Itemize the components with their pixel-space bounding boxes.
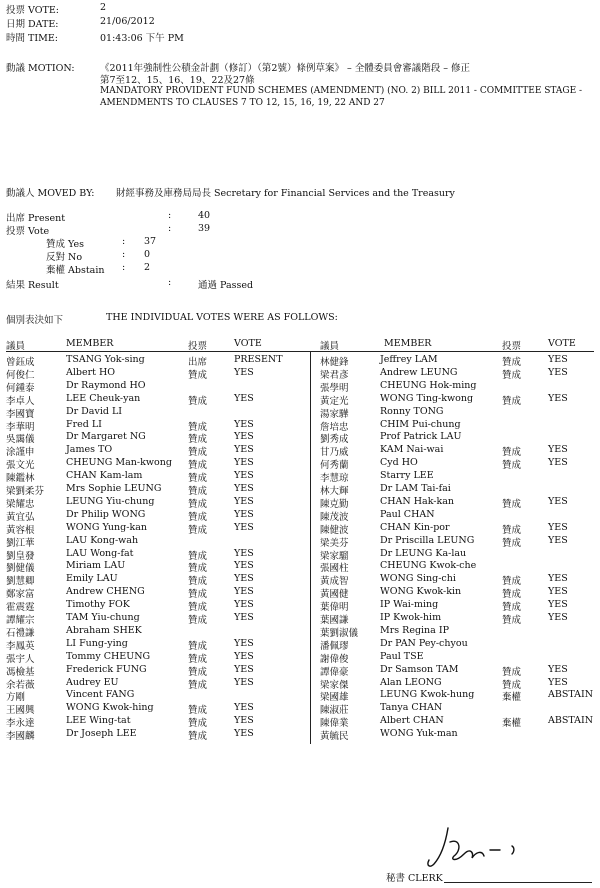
vote-chinese: 贊成 xyxy=(502,615,522,626)
member-chinese-name: 梁國雄 xyxy=(320,692,349,704)
time-value: 01:43:06 下午 PM xyxy=(100,33,184,44)
member-chinese-name: 譚耀宗 xyxy=(6,615,35,626)
table-row xyxy=(0,535,600,547)
no-count: 0 xyxy=(144,249,151,260)
member-name: TSANG Yok-sing xyxy=(66,354,145,365)
vote-chinese: 贊成 xyxy=(502,589,522,601)
member-name: LAU Kong-wah xyxy=(66,534,139,546)
vote-chinese: 棄權 xyxy=(502,692,522,704)
member-chinese-name: 陳健波 xyxy=(320,524,349,536)
member-name: Mrs Regina IP xyxy=(380,624,450,636)
table-row xyxy=(0,470,600,485)
table-row xyxy=(0,548,600,560)
member-name: WONG Kwok-kin xyxy=(380,586,462,598)
vote-value: ABSTAIN xyxy=(548,689,594,701)
vote-value: YES xyxy=(548,495,568,507)
vote-number: 2 xyxy=(100,2,107,13)
table-row xyxy=(0,728,600,743)
member-chinese-name: 鄭家富 xyxy=(6,589,35,601)
member-chinese-name: 梁劉柔芬 xyxy=(6,486,45,497)
table-row xyxy=(0,586,600,601)
moved-by-label: 動議人 MOVED BY: xyxy=(6,188,95,199)
member-name: Alan LEONG xyxy=(380,676,442,688)
vote-value: YES xyxy=(548,663,568,675)
member-name: Fred LI xyxy=(66,418,102,430)
vote-count-label: 投票 Vote xyxy=(6,226,50,237)
member-chinese-name: 石禮謙 xyxy=(6,627,35,639)
vote-chinese: 贊成 xyxy=(502,447,522,459)
member-chinese-name: 陳鑑林 xyxy=(6,473,35,485)
member-name: Audrey EU xyxy=(66,676,119,688)
col-member: MEMBER xyxy=(384,338,432,349)
vote-chinese: 贊成 xyxy=(502,460,522,472)
member-name: Ronny TONG xyxy=(380,405,444,417)
header-rule xyxy=(6,351,594,352)
table-row xyxy=(0,522,600,534)
member-chinese-name: 譚偉豪 xyxy=(320,666,349,678)
member-chinese-name: 黃容根 xyxy=(6,524,35,536)
vote-chinese: 贊成 xyxy=(502,395,522,407)
member-chinese-name: 吳靄儀 xyxy=(6,434,35,446)
table-row xyxy=(0,599,600,614)
member-chinese-name: 李華明 xyxy=(6,421,35,433)
member-chinese-name: 張學明 xyxy=(320,382,349,394)
member-chinese-name: 潘佩璆 xyxy=(320,640,349,652)
vote-value: YES xyxy=(234,366,254,378)
vote-value: YES xyxy=(234,573,254,585)
table-row xyxy=(0,444,600,459)
vote-value: YES xyxy=(234,702,254,714)
motion-title-en: MANDATORY PROVIDENT FUND SCHEMES (AMENDMENT) (NO. 2) BILL 2011 - COMMITTEE STAGE - xyxy=(100,86,583,96)
member-name: Emily LAU xyxy=(66,573,118,585)
colon: : xyxy=(168,210,172,221)
member-chinese-name: 劉慧卿 xyxy=(6,576,35,588)
member-name: CHEUNG Hok-ming xyxy=(380,379,477,391)
vote-value: YES xyxy=(234,470,254,482)
col-cn-name: 議員 xyxy=(6,341,26,352)
vote-chinese: 贊成 xyxy=(502,602,522,614)
vote-count: 39 xyxy=(198,223,211,234)
vote-chinese: 贊成 xyxy=(188,602,208,614)
member-chinese-name: 陳淑莊 xyxy=(320,705,349,717)
individual-label-cn: 個別表決如下 xyxy=(6,315,64,326)
colon: : xyxy=(122,236,126,247)
member-chinese-name: 梁美芬 xyxy=(320,537,349,549)
vote-value: YES xyxy=(234,431,254,443)
col-vote: VOTE xyxy=(234,338,262,349)
individual-label-en: THE INDIVIDUAL VOTES WERE AS FOLLOWS: xyxy=(106,312,338,323)
table-row xyxy=(0,651,600,663)
member-name: Vincent FANG xyxy=(66,689,135,701)
member-name: Andrew CHENG xyxy=(66,586,145,598)
vote-value: YES xyxy=(234,715,254,727)
member-chinese-name: 黃定光 xyxy=(320,395,349,407)
member-name: Abraham SHEK xyxy=(66,624,142,636)
clerk-signature xyxy=(420,820,560,875)
vote-value: YES xyxy=(548,676,568,688)
member-name: Miriam LAU xyxy=(66,560,126,572)
member-chinese-name: 何俊仁 xyxy=(6,369,35,381)
table-row xyxy=(0,677,600,689)
table-header xyxy=(0,338,600,350)
member-chinese-name: 張文光 xyxy=(6,460,35,472)
member-chinese-name: 黃國健 xyxy=(320,589,349,601)
member-name: IP Kwok-him xyxy=(380,612,442,623)
vote-chinese: 贊成 xyxy=(502,666,522,678)
yes-count: 37 xyxy=(144,236,157,247)
table-row xyxy=(0,367,600,379)
member-name: LI Fung-ying xyxy=(66,637,128,649)
vote-chinese: 贊成 xyxy=(188,524,208,536)
vote-chinese: 贊成 xyxy=(188,498,208,510)
member-name: Dr PAN Pey-chyou xyxy=(380,637,468,649)
member-name: Dr Samson TAM xyxy=(380,663,459,675)
member-chinese-name: 黃成智 xyxy=(320,576,349,588)
vote-value: YES xyxy=(234,650,254,662)
vote-chinese: 贊成 xyxy=(502,537,522,549)
member-chinese-name: 黃毓民 xyxy=(320,731,349,743)
member-name: WONG Kwok-hing xyxy=(66,702,154,714)
member-chinese-name: 曾鈺成 xyxy=(6,357,35,368)
vote-chinese: 贊成 xyxy=(188,395,208,407)
vote-chinese: 贊成 xyxy=(188,731,208,743)
member-name: Dr LAM Tai-fai xyxy=(380,483,451,494)
table-row xyxy=(0,702,600,717)
member-name: Paul TSE xyxy=(380,650,424,662)
time-label: 時間 TIME: xyxy=(6,33,58,44)
table-row xyxy=(0,664,600,676)
motion-clauses-cn: 第7至12、15、16、19、22及27條 xyxy=(100,75,255,86)
table-row xyxy=(0,496,600,508)
vote-chinese: 贊成 xyxy=(188,640,208,652)
member-name: Tanya CHAN xyxy=(380,702,443,714)
member-chinese-name: 余若薇 xyxy=(6,679,35,691)
vote-chinese: 贊成 xyxy=(188,615,208,626)
member-name: CHEUNG Man-kwong xyxy=(66,457,172,469)
member-chinese-name: 李國寶 xyxy=(6,408,35,420)
member-chinese-name: 方剛 xyxy=(6,692,26,704)
table-row xyxy=(0,612,600,624)
vote-value: YES xyxy=(548,521,568,533)
vote-value: YES xyxy=(234,547,254,559)
member-name: Andrew LEUNG xyxy=(380,366,458,378)
member-name: Frederick FUNG xyxy=(66,663,147,675)
table-row xyxy=(0,689,600,704)
col-vote: VOTE xyxy=(548,338,576,349)
vote-chinese: 贊成 xyxy=(502,524,522,536)
member-name: LEUNG Kwok-hung xyxy=(380,689,475,701)
vote-chinese: 棄權 xyxy=(502,718,522,730)
vote-chinese: 贊成 xyxy=(188,434,208,446)
member-name: Albert CHAN xyxy=(380,715,444,727)
table-row xyxy=(0,715,600,730)
member-name: TAM Yiu-chung xyxy=(66,612,140,623)
member-chinese-name: 梁家騮 xyxy=(320,550,349,562)
member-chinese-name: 劉健儀 xyxy=(6,563,35,575)
table-row xyxy=(0,457,600,472)
present-label: 出席 Present xyxy=(6,213,66,224)
col-member: MEMBER xyxy=(66,338,114,349)
member-name: CHIM Pui-chung xyxy=(380,418,461,430)
vote-chinese: 贊成 xyxy=(188,421,208,433)
present-count: 40 xyxy=(198,210,211,221)
vote-chinese: 贊成 xyxy=(188,666,208,678)
member-chinese-name: 梁耀忠 xyxy=(6,498,35,510)
colon: : xyxy=(122,249,126,260)
vote-value: YES xyxy=(234,612,254,623)
colon: : xyxy=(122,262,126,273)
vote-value: YES xyxy=(234,676,254,688)
vote-value: PRESENT xyxy=(234,354,283,365)
clerk-label: 秘書 CLERK xyxy=(386,873,443,884)
colon: : xyxy=(168,277,172,288)
vote-chinese: 贊成 xyxy=(188,589,208,601)
vote-chinese: 贊成 xyxy=(502,679,522,691)
member-chinese-name: 陳茂波 xyxy=(320,511,349,523)
member-chinese-name: 劉江華 xyxy=(6,537,35,549)
table-row xyxy=(0,380,600,392)
member-name: LEE Wing-tat xyxy=(66,715,131,727)
vote-chinese: 贊成 xyxy=(188,369,208,381)
table-row xyxy=(0,431,600,446)
col-cn-name: 議員 xyxy=(320,341,340,352)
member-chinese-name: 湯家驊 xyxy=(320,408,349,420)
member-chinese-name: 李鳳英 xyxy=(6,640,35,652)
member-name: CHAN Kin-por xyxy=(380,521,450,533)
table-row xyxy=(0,509,600,521)
col-vote-cn: 投票 xyxy=(502,341,522,352)
date-label: 日期 DATE: xyxy=(6,19,59,30)
table-row xyxy=(0,393,600,405)
vote-value: YES xyxy=(234,418,254,430)
member-chinese-name: 李國麟 xyxy=(6,731,35,743)
member-name: CHAN Hak-kan xyxy=(380,495,455,507)
vote-value: ABSTAIN xyxy=(548,715,594,727)
member-chinese-name: 林大輝 xyxy=(320,486,349,497)
vote-value: YES xyxy=(234,728,254,740)
member-chinese-name: 林健鋒 xyxy=(320,357,349,368)
motion-label: 動議 MOTION: xyxy=(6,63,75,74)
member-chinese-name: 李卓人 xyxy=(6,395,35,407)
table-row xyxy=(0,406,600,418)
table-row xyxy=(0,560,600,575)
member-chinese-name: 陳克勤 xyxy=(320,498,349,510)
member-chinese-name: 葉國謙 xyxy=(320,615,349,626)
member-name: KAM Nai-wai xyxy=(380,444,444,456)
member-chinese-name: 王國興 xyxy=(6,705,35,717)
member-name: WONG Sing-chi xyxy=(380,573,456,585)
motion-title-cn: 《2011年強制性公積金計劃（修訂）（第2號）條例草案》 – 全體委員會審議階段 – 修正 xyxy=(100,63,471,74)
vote-chinese: 贊成 xyxy=(502,357,522,368)
moved-by-value: 財經事務及庫務局局長 Secretary for Financial Services and the Treasury xyxy=(116,188,455,199)
member-chinese-name: 葉偉明 xyxy=(320,602,349,614)
vote-chinese: 贊成 xyxy=(188,473,208,485)
vote-chinese: 贊成 xyxy=(188,679,208,691)
vote-chinese: 出席 xyxy=(188,357,208,368)
vote-value: YES xyxy=(548,612,568,623)
vote-value: YES xyxy=(234,392,254,404)
member-chinese-name: 何秀蘭 xyxy=(320,460,349,472)
member-name: Mrs Sophie LEUNG xyxy=(66,483,162,494)
vote-chinese: 贊成 xyxy=(188,447,208,459)
member-name: Dr David LI xyxy=(66,405,123,417)
vote-value: YES xyxy=(234,483,254,494)
member-chinese-name: 霍震霆 xyxy=(6,602,35,614)
vote-chinese: 贊成 xyxy=(188,486,208,497)
result-value: 通過 Passed xyxy=(198,280,254,291)
member-name: Timothy FOK xyxy=(66,599,130,611)
vote-chinese: 贊成 xyxy=(502,498,522,510)
member-name: WONG Yung-kan xyxy=(66,521,147,533)
table-row xyxy=(0,638,600,650)
vote-label: 投票 VOTE: xyxy=(6,5,59,16)
member-name: WONG Yuk-man xyxy=(380,728,458,740)
vote-value: YES xyxy=(234,586,254,598)
member-name: James TO xyxy=(66,444,113,456)
member-chinese-name: 何鍾泰 xyxy=(6,382,35,394)
vote-value: YES xyxy=(234,444,254,456)
member-name: Jeffrey LAM xyxy=(380,354,438,365)
vote-value: YES xyxy=(548,392,568,404)
member-chinese-name: 涂謹申 xyxy=(6,447,35,459)
member-name: IP Wai-ming xyxy=(380,599,439,611)
member-name: Dr Margaret NG xyxy=(66,431,146,443)
yes-label: 贊成 Yes xyxy=(46,239,84,250)
vote-value: YES xyxy=(548,599,568,611)
vote-value: YES xyxy=(234,663,254,675)
member-name: CHAN Kam-lam xyxy=(66,470,143,482)
no-label: 反對 No xyxy=(46,252,83,263)
vote-value: YES xyxy=(548,354,568,365)
member-name: Dr LEUNG Ka-lau xyxy=(380,547,467,559)
vote-value: YES xyxy=(548,457,568,469)
vote-chinese: 贊成 xyxy=(188,563,208,575)
member-name: Dr Joseph LEE xyxy=(66,728,137,740)
vote-chinese: 贊成 xyxy=(188,576,208,588)
vote-value: YES xyxy=(548,586,568,598)
member-chinese-name: 馮檢基 xyxy=(6,666,35,678)
member-chinese-name: 李永達 xyxy=(6,718,35,730)
vote-chinese: 贊成 xyxy=(502,576,522,588)
vote-value: YES xyxy=(234,599,254,611)
member-name: Starry LEE xyxy=(380,470,434,482)
table-row xyxy=(0,573,600,588)
vote-value: YES xyxy=(234,560,254,572)
member-name: Prof Patrick LAU xyxy=(380,431,462,443)
member-chinese-name: 梁家傑 xyxy=(320,679,349,691)
member-chinese-name: 甘乃威 xyxy=(320,447,349,459)
vote-value: YES xyxy=(548,534,568,546)
member-name: Cyd HO xyxy=(380,457,418,469)
vote-chinese: 贊成 xyxy=(188,718,208,730)
date-value: 21/06/2012 xyxy=(100,16,155,27)
table-row xyxy=(0,483,600,495)
member-name: Dr Raymond HO xyxy=(66,379,146,391)
colon: : xyxy=(168,223,172,234)
member-chinese-name: 張宇人 xyxy=(6,653,35,665)
member-chinese-name: 梁君彥 xyxy=(320,369,349,381)
member-name: Tommy CHEUNG xyxy=(66,650,151,662)
signature-line xyxy=(444,882,592,883)
member-name: Albert HO xyxy=(66,366,116,378)
member-name: Dr Philip WONG xyxy=(66,508,146,520)
vote-value: YES xyxy=(234,521,254,533)
member-name: Dr Priscilla LEUNG xyxy=(380,534,475,546)
vote-chinese: 贊成 xyxy=(188,511,208,523)
vote-value: YES xyxy=(234,508,254,520)
vote-chinese: 贊成 xyxy=(188,653,208,665)
col-vote-cn: 投票 xyxy=(188,341,208,352)
member-chinese-name: 黃宜弘 xyxy=(6,511,35,523)
member-name: Paul CHAN xyxy=(380,508,435,520)
abstain-count: 2 xyxy=(144,262,151,273)
member-name: LEE Cheuk-yan xyxy=(66,392,141,404)
member-name: CHEUNG Kwok-che xyxy=(380,560,477,572)
abstain-label: 棄權 Abstain xyxy=(46,265,105,276)
vote-value: YES xyxy=(234,637,254,649)
member-chinese-name: 劉皇發 xyxy=(6,550,35,562)
vote-value: YES xyxy=(548,573,568,585)
vote-chinese: 贊成 xyxy=(188,460,208,472)
member-chinese-name: 張國柱 xyxy=(320,563,349,575)
vote-value: YES xyxy=(234,457,254,469)
vote-value: YES xyxy=(548,366,568,378)
member-name: LEUNG Yiu-chung xyxy=(66,495,155,507)
member-chinese-name: 詹培忠 xyxy=(320,421,349,433)
member-name: WONG Ting-kwong xyxy=(380,392,474,404)
motion-clauses-en: AMENDMENTS TO CLAUSES 7 TO 12, 15, 16, 19, 22 AND 27 xyxy=(100,98,385,108)
member-chinese-name: 劉秀成 xyxy=(320,434,349,446)
vote-value: YES xyxy=(548,444,568,456)
vote-chinese: 贊成 xyxy=(502,369,522,381)
member-chinese-name: 謝偉俊 xyxy=(320,653,349,665)
member-chinese-name: 李慧琼 xyxy=(320,473,349,485)
result-label: 結果 Result xyxy=(6,280,59,291)
table-row xyxy=(0,354,600,366)
vote-chinese: 贊成 xyxy=(188,550,208,562)
vote-chinese: 贊成 xyxy=(188,705,208,717)
member-name: LAU Wong-fat xyxy=(66,547,134,559)
table-row xyxy=(0,625,600,637)
vote-value: YES xyxy=(234,495,254,507)
member-chinese-name: 陳偉業 xyxy=(320,718,349,730)
member-chinese-name: 葉劉淑儀 xyxy=(320,627,359,639)
table-row xyxy=(0,419,600,431)
